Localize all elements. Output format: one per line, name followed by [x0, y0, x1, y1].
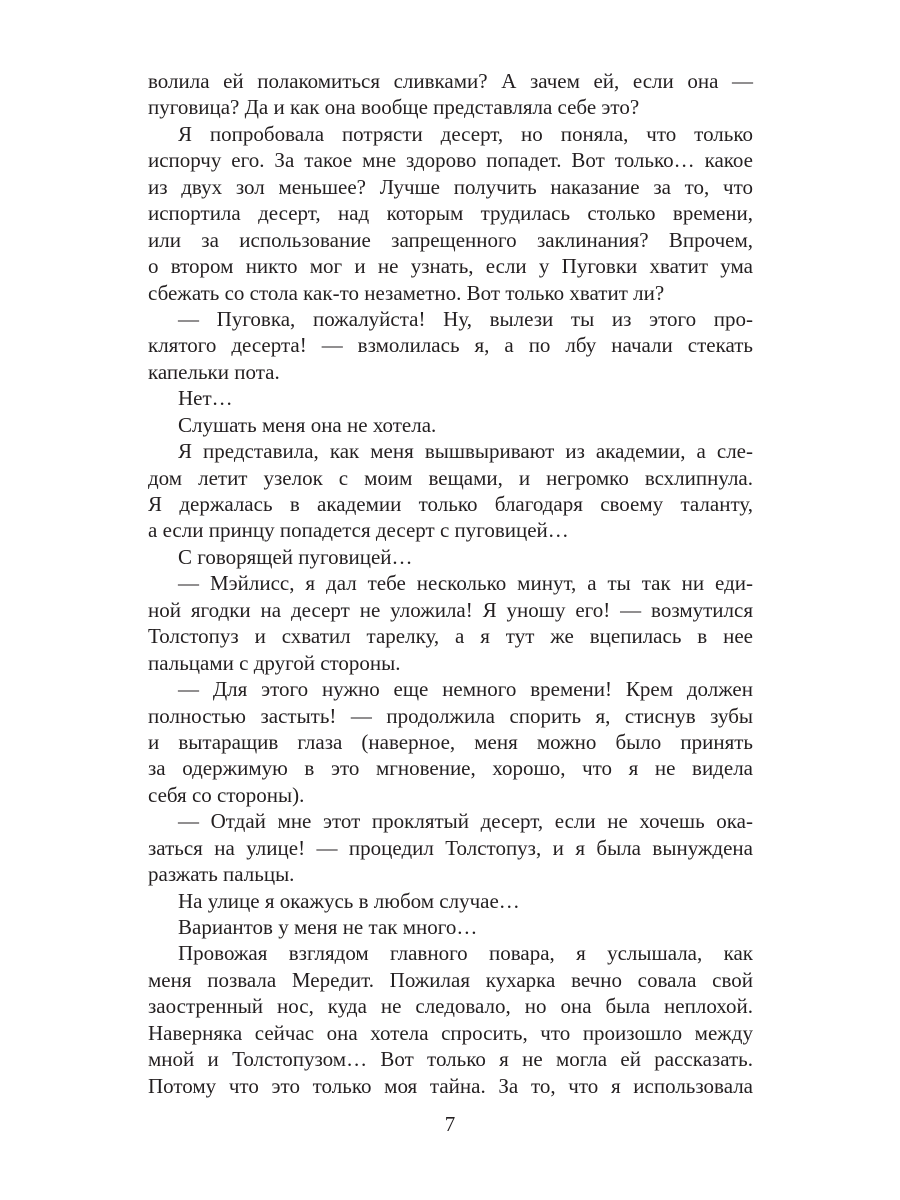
text-line: сбежать со стола как-то незаметно. Вот только хватит ли?	[148, 280, 665, 305]
text-line: за одержимую в это мгновение, хорошо, что я не видела	[148, 756, 753, 781]
text-line: Потому что это только моя тайна. За то, что я использовала	[148, 1073, 753, 1098]
text-line: волила ей полакомиться сливками? А зачем ей, если она —	[148, 69, 753, 93]
text-line: — Пуговка, пожалуйста! Ну, вылези ты из этого про-	[178, 306, 753, 331]
paragraph	[148, 676, 753, 808]
text-line: — Для этого нужно еще немного времени! Крем должен	[178, 677, 753, 702]
text-line: испорчу его. За такое мне здорово попадет. Вот только… какое	[148, 148, 753, 173]
text-line: клятого десерта! — взмолилась я, а по лбу начали стекать	[148, 333, 753, 358]
page-body-text	[148, 68, 753, 1099]
paragraph	[148, 412, 753, 438]
paragraph	[148, 68, 753, 121]
text-line: дом летит узелок с моим вещами, и негромко всхлипнула.	[148, 465, 753, 490]
text-line: полностью застыть! — продолжила спорить я, стиснув зубы	[148, 703, 753, 728]
text-line: себя со стороны).	[148, 782, 305, 807]
text-line: С говорящей пуговицей…	[178, 544, 413, 569]
text-line: меня позвала Мередит. Пожилая кухарка вечно совала свой	[148, 967, 753, 992]
text-line: заться на улице! — процедил Толстопуз, и я была вынуждена	[148, 835, 753, 860]
text-line: Провожая взглядом главного повара, я услышала, как	[178, 941, 753, 966]
text-line: или за использование запрещенного заклинания? Впрочем,	[148, 227, 753, 252]
paragraph	[148, 914, 753, 940]
paragraph	[148, 121, 753, 306]
text-line: мной и Толстопузом… Вот только я не могла ей рассказать.	[148, 1047, 753, 1072]
text-line: ной ягодки на десерт не уложила! Я уношу его! — возмутился	[148, 597, 753, 622]
paragraph	[148, 570, 753, 676]
text-line: разжать пальцы.	[148, 862, 295, 887]
text-line: о втором никто мог и не узнать, если у Пуговки хватит ума	[148, 254, 753, 279]
text-line: Толстопуз и схватил тарелку, а я тут же вцепилась в нее	[148, 624, 753, 649]
text-line: На улице я окажусь в любом случае…	[178, 888, 520, 913]
text-line: испортила десерт, над которым трудилась столько времени,	[148, 201, 753, 226]
paragraph	[148, 808, 753, 887]
text-line: Я держалась в академии только благодаря своему таланту,	[148, 492, 753, 516]
paragraph	[148, 888, 753, 914]
paragraph	[148, 306, 753, 385]
text-line: а если принцу попадется десерт с пуговицей…	[148, 518, 569, 543]
text-line: капельки пота.	[148, 359, 280, 384]
text-line: Слушать меня она не хотела.	[178, 412, 437, 437]
paragraph	[148, 385, 753, 411]
text-line: Я представила, как меня вышвыривают из академии, а сле-	[178, 439, 753, 464]
text-line: Вариантов у меня не так много…	[178, 915, 478, 939]
text-line: и вытаращив глаза (наверное, меня можно было принять	[148, 729, 753, 754]
text-line: Нет…	[178, 386, 233, 411]
paragraph	[148, 940, 753, 1099]
text-line: Наверняка сейчас она хотела спросить, что произошло между	[148, 1020, 753, 1045]
page-number: 7	[444, 1112, 456, 1136]
text-line: Я попробовала потрясти десерт, но поняла, что только	[178, 121, 753, 146]
text-line: из двух зол меньшее? Лучше получить наказание за то, что	[148, 174, 753, 199]
text-line: пальцами с другой стороны.	[148, 650, 401, 675]
text-line: пуговица? Да и как она вообще представляла себе это?	[148, 95, 640, 120]
paragraph	[148, 438, 753, 544]
text-line: — Мэйлисс, я дал тебе несколько минут, а ты так ни еди-	[178, 571, 753, 596]
text-line: заостренный нос, куда не следовало, но она была неплохой.	[148, 994, 753, 1019]
text-line: — Отдай мне этот проклятый десерт, если не хочешь ока-	[178, 809, 753, 834]
paragraph	[148, 544, 753, 570]
